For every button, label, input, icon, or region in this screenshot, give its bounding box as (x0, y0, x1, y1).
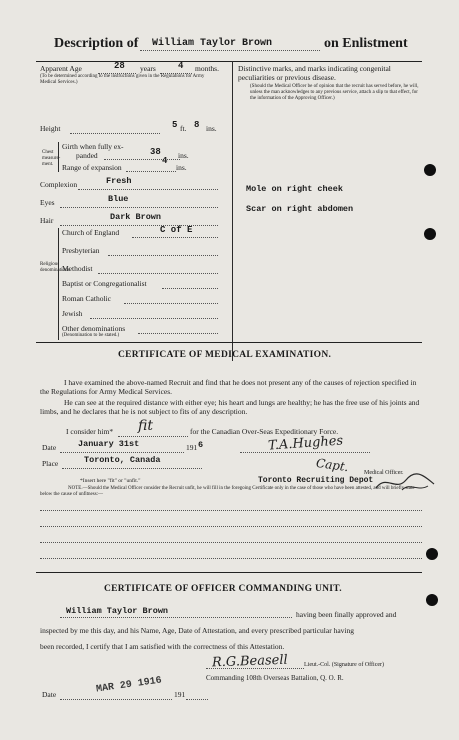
captain-signature: Capt. (315, 455, 350, 475)
fit-value: fit (138, 418, 153, 434)
religion-roman-catholic: Roman Catholic (62, 294, 111, 303)
title-prefix: Description of (54, 36, 139, 51)
for-force-label: for the Canadian Over-Seas Expeditionary Force. (190, 427, 339, 436)
fit-footnote: *Insert here "fit" or "unfit." (80, 478, 141, 484)
officer-signature: R.G.Beasell (211, 652, 288, 671)
age-label: Apparent Age (40, 64, 82, 73)
mark-2: Scar on right abdomen (246, 204, 354, 214)
medical-date-label: Date (42, 443, 57, 452)
consider-label: I consider him* (66, 427, 114, 436)
officer-heading: CERTIFICATE OF OFFICER COMMANDING UNIT. (104, 584, 342, 594)
religion-value: C of E (160, 225, 193, 235)
officer-text-1: having been finally approved and (296, 610, 397, 619)
officer-date-label: Date (42, 690, 57, 699)
height-inches: 8 (194, 120, 200, 130)
depot-value: Toronto Recruiting Depot (258, 476, 374, 485)
religion-other-note: (Denomination to be stated.) (62, 333, 120, 338)
officer-year-prefix: 191 (174, 690, 186, 699)
officer-date-stamp: MAR 29 1916 (95, 675, 163, 696)
range-value: 4 (162, 156, 168, 166)
height-label: Height (40, 124, 61, 133)
place-value: Toronto, Canada (84, 455, 161, 465)
religion-other: Other denominations (62, 324, 126, 333)
marks-heading: Distinctive marks, and marks indicating congenital peculiarities or previous disease. (238, 64, 391, 82)
medical-year-prefix: 191 (186, 443, 198, 452)
place-label: Place (42, 459, 59, 468)
age-years: 28 (114, 61, 125, 71)
mark-1: Mole on right cheek (246, 184, 343, 194)
medical-date-value: January 31st (78, 439, 140, 449)
complexion-label: Complexion (40, 180, 78, 189)
medical-heading: CERTIFICATE OF MEDICAL EXAMINATION. (118, 350, 332, 360)
girth-unit: ins. (178, 151, 189, 160)
frame-divider (232, 61, 233, 361)
marks-note: (Should the Medical Officer be of opinion that the recruit has served before, he will, unless the man acknowledges to any previous service, attach a slip to that effect, for the information of the Approving Officer.) (250, 84, 419, 101)
officer-text-3: been recorded, I certify that I am satisfied with the correctness of this Attestation. (40, 642, 285, 651)
years-label: years (140, 64, 156, 73)
frame-top (36, 61, 422, 62)
officer-recruit-name: William Taylor Brown (66, 606, 169, 616)
religion-church-of-england: Church of England (62, 228, 120, 237)
religion-methodist: Methodist (62, 264, 93, 273)
height-feet: 5 (172, 120, 178, 130)
officer-sig-caption: Lieut.-Col. (Signature of Officer) (304, 662, 385, 668)
ins-label: ins. (206, 124, 217, 133)
medical-signature: T.A.Hughes (267, 433, 344, 454)
officer-text-2: inspected by me this day, and his Name, Age, Date of Attestation, and every prescribed particular having (40, 626, 355, 635)
religion-side-label: Religious denominations. (40, 262, 71, 273)
chest-side-label: Chest measure-ment. (42, 150, 61, 167)
months-label: months. (195, 64, 219, 73)
recruit-name: William Taylor Brown (152, 38, 273, 49)
range-unit: ins. (176, 163, 187, 172)
punch-hole-3 (426, 548, 438, 560)
religion-presbyterian: Presbyterian (62, 246, 100, 255)
girth-label-2: panded (76, 151, 98, 160)
eyes-value: Blue (108, 194, 129, 204)
complexion-value: Fresh (106, 176, 132, 186)
punch-hole-4 (426, 594, 438, 606)
hair-label: Hair (40, 216, 54, 225)
medical-officer-label: Medical Officer. (364, 470, 404, 476)
medical-paragraph-1: I have examined the above-named Recruit and find that he does not present any of the causes of rejection specified in the Regulations for Army Medical Services. (40, 378, 417, 396)
girth-value: 38 (150, 147, 161, 157)
age-note: (To be determined according to the instructions given in the Regulations for Army Medical Services.) (40, 74, 205, 85)
girth-label-1: Girth when fully ex- (62, 142, 124, 151)
officer-unit: Commanding 108th Overseas Battalion, Q. O. R. (206, 674, 344, 682)
medical-nota: NOTE.—Should the Medical Officer consider the Recruit unfit, he will fill in the foregoing Certificate only in the case of those who have been attested, and will briefly state below the cause of unfitness:— (40, 486, 415, 497)
punch-hole-2 (424, 228, 436, 240)
age-months: 4 (178, 61, 184, 71)
medical-paragraph-2: He can see at the required distance with either eye; his heart and lungs are healthy; he has the free use of his joints and limbs, and he declares that he is not subject to fits of any description. (40, 398, 420, 416)
punch-hole-1 (424, 164, 436, 176)
ft-label: ft. (180, 124, 187, 133)
medical-year-suffix: 6 (198, 440, 204, 450)
religion-jewish: Jewish (62, 309, 83, 318)
eyes-label: Eyes (40, 198, 55, 207)
religion-baptist: Baptist or Congregationalist (62, 279, 147, 288)
range-label: Range of expansion (62, 163, 122, 172)
title-suffix: on Enlistment (324, 36, 408, 51)
hair-value: Dark Brown (110, 212, 162, 222)
